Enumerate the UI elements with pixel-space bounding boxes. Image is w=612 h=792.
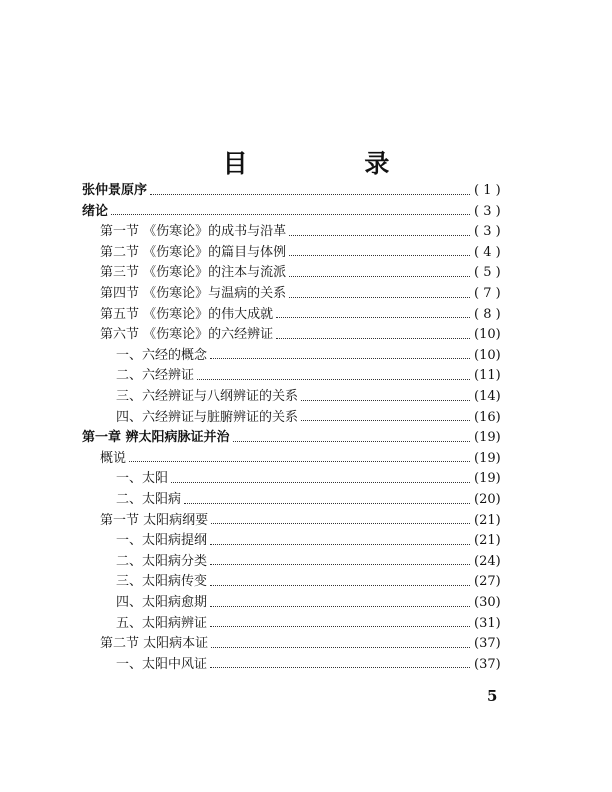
toc-entry[interactable] xyxy=(116,572,520,592)
toc-entry-title: 绪论 xyxy=(82,203,109,219)
dot-leader xyxy=(276,338,470,339)
toc-entry-page: (27) xyxy=(474,574,501,590)
dot-leader xyxy=(276,317,470,318)
toc-entry-title: 第一节 《伤寒论》的成书与沿革 xyxy=(100,224,287,240)
dot-leader xyxy=(289,235,470,236)
toc-entry[interactable] xyxy=(116,387,520,407)
dot-leader xyxy=(211,523,470,524)
page-number: 5 xyxy=(487,687,498,705)
toc-entry-page: ( 5 ) xyxy=(474,265,501,281)
dot-leader xyxy=(197,379,470,380)
toc-entry[interactable] xyxy=(100,243,520,263)
toc-entry-page: (37) xyxy=(474,656,501,672)
toc-entry-page: (14) xyxy=(474,389,501,404)
toc-entry-title: 二、六经辨证 xyxy=(116,368,195,384)
toc-entry-title: 二、太阳病分类 xyxy=(116,553,208,569)
toc-entry[interactable] xyxy=(100,284,520,304)
toc-entry-title: 三、太阳病传变 xyxy=(116,574,208,590)
toc-entry-page: (37) xyxy=(474,636,501,652)
toc-entry-title: 一、太阳病提纲 xyxy=(116,533,208,549)
dot-leader xyxy=(233,441,470,442)
toc-entry[interactable] xyxy=(100,263,520,283)
dot-leader xyxy=(211,647,470,648)
toc-entry[interactable] xyxy=(82,181,520,201)
toc-entry[interactable] xyxy=(116,490,520,510)
toc-entry-title: 第五节 《伤寒论》的伟大成就 xyxy=(100,306,274,322)
toc-entry[interactable] xyxy=(116,531,520,551)
toc-entry[interactable] xyxy=(116,469,520,489)
toc-entry-title: 二、太阳病 xyxy=(116,492,182,507)
dot-leader xyxy=(289,255,470,256)
toc-entry-page: (20) xyxy=(474,492,501,507)
dot-leader xyxy=(210,358,470,359)
dot-leader xyxy=(111,214,470,215)
dot-leader xyxy=(301,400,470,401)
toc-entry[interactable] xyxy=(116,614,520,634)
dot-leader xyxy=(210,626,470,627)
toc-entry-page: ( 4 ) xyxy=(474,244,501,260)
toc-entry-title: 第一章 辨太阳病脉证并治 xyxy=(82,430,230,446)
dot-leader xyxy=(210,606,470,607)
dot-leader xyxy=(171,482,470,483)
toc-entry-title: 一、六经的概念 xyxy=(116,347,208,363)
dot-leader xyxy=(301,420,470,421)
toc-entry-title: 第二节 太阳病本证 xyxy=(100,636,209,652)
toc-entry-page: (21) xyxy=(474,512,501,528)
dot-leader xyxy=(150,194,470,195)
dot-leader xyxy=(129,461,470,462)
page-title: 目 录 xyxy=(222,149,444,178)
toc-entry[interactable] xyxy=(116,593,520,613)
toc-entry-title: 张仲景原序 xyxy=(82,183,148,198)
toc-entry-page: (10) xyxy=(474,327,501,343)
toc-entry[interactable] xyxy=(116,346,520,366)
toc-entry[interactable] xyxy=(100,634,520,654)
dot-leader xyxy=(210,667,470,668)
dot-leader xyxy=(289,297,470,298)
toc-entry-page: ( 3 ) xyxy=(474,203,501,219)
toc-entry-title: 四、六经辨证与脏腑辨证的关系 xyxy=(116,409,299,425)
toc-entry[interactable] xyxy=(116,366,520,386)
toc-entry-title: 一、太阳中风证 xyxy=(116,656,208,672)
toc-entry[interactable] xyxy=(116,408,520,428)
toc-entry-title: 三、六经辨证与八纲辨证的关系 xyxy=(116,389,299,404)
toc-entry-page: ( 3 ) xyxy=(474,224,501,240)
toc-entry-title: 第六节 《伤寒论》的六经辨证 xyxy=(100,327,274,343)
toc-entry-title: 第三节 《伤寒论》的注本与流派 xyxy=(100,265,287,281)
toc-entry[interactable] xyxy=(100,511,520,531)
toc-entry-title: 第一节 太阳病纲要 xyxy=(100,512,209,528)
toc-entry-page: (19) xyxy=(474,430,501,446)
dot-leader xyxy=(184,503,470,504)
toc-entry-page: (19) xyxy=(474,471,501,487)
toc-entry-title: 一、太阳 xyxy=(116,471,169,487)
toc-entry-page: (10) xyxy=(474,347,501,363)
dot-leader xyxy=(210,544,470,545)
toc-entry[interactable] xyxy=(100,305,520,325)
toc-entry-page: (11) xyxy=(474,368,501,384)
toc-entry-title: 四、太阳病愈期 xyxy=(116,595,208,610)
toc-entry-page: (21) xyxy=(474,533,501,549)
toc-entry[interactable] xyxy=(100,449,520,469)
toc-entry-page: (19) xyxy=(474,450,501,466)
toc-entry-title: 第四节 《伤寒论》与温病的关系 xyxy=(100,286,287,301)
toc-entry[interactable] xyxy=(100,222,520,242)
toc-entry-page: (24) xyxy=(474,553,501,569)
toc-entry-page: (30) xyxy=(474,595,501,610)
toc-entry-title: 五、太阳病辨证 xyxy=(116,615,208,631)
toc-entry-title: 第二节 《伤寒论》的篇目与体例 xyxy=(100,244,287,260)
toc-entry[interactable] xyxy=(82,202,520,222)
toc-entry-page: ( 8 ) xyxy=(474,306,501,322)
toc-entry[interactable] xyxy=(116,655,520,675)
toc-entry-title: 概说 xyxy=(100,450,127,466)
toc-entry-page: ( 1 ) xyxy=(474,183,501,198)
dot-leader xyxy=(289,276,470,277)
toc-entry-page: (31) xyxy=(474,615,501,631)
toc-entry-page: ( 7 ) xyxy=(474,286,501,301)
dot-leader xyxy=(210,585,470,586)
toc-entry[interactable] xyxy=(100,325,520,345)
toc-entry-page: (16) xyxy=(474,409,501,425)
toc-entry[interactable] xyxy=(82,428,520,448)
toc-entry[interactable] xyxy=(116,552,520,572)
dot-leader xyxy=(210,564,470,565)
